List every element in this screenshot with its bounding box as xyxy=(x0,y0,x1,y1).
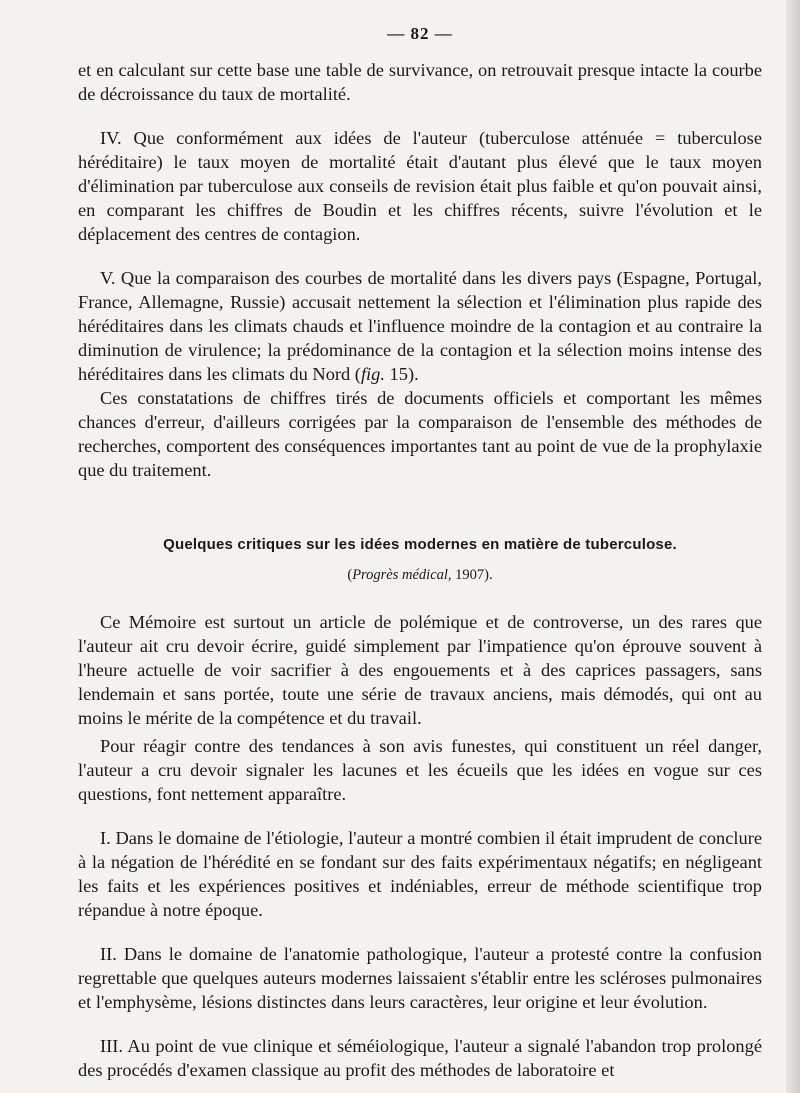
paragraph-ii: II. Dans le domaine de l'anatomie pathologique, l'auteur a protesté contre la confusion regrettable que quelques auteurs modernes laissaient s'établir entre les scléroses pulmonaires et l'emphysème, lésions distinctes dans leurs caractères, leur origine et leur évolution. xyxy=(78,944,762,1012)
paragraph-iii: III. Au point de vue clinique et séméiologique, l'auteur a signalé l'abandon trop prolongé des procédés d'examen classique au profit des méthodes de laboratoire et xyxy=(78,1036,762,1080)
paragraph-constatations: Ces constatations de chiffres tirés de documents officiels et comportant les mêmes chances d'erreur, d'ailleurs corrigées par la comparaison de l'ensemble des méthodes de recherches, comportent des conséquences importantes tant au point de vue de la prophylaxie que du traitement. xyxy=(78,388,762,480)
citation xyxy=(78,567,762,584)
paragraph-v xyxy=(78,266,762,386)
citation-year: , 1907). xyxy=(447,567,493,583)
paragraph-v-text: V. Que la comparaison des courbes de mortalité dans les divers pays (Espagne, Portugal, France, Allemagne, Russie) accusait nettement la sélection et l'élimination plus rapide des héréditaires dans les climats chauds et l'influence moindre de la contagion et au contraire la diminution de virulence; la prédominance de la contagion et la sélection moins intense des héréditaires dans les climats du Nord ( xyxy=(78,268,762,384)
page-number: — 82 — xyxy=(387,24,453,43)
paragraph-reagir: Pour réagir contre des tendances à son avis funestes, qui constituent un réel danger, l'auteur a cru devoir signaler les lacunes et les écueils que les idées en vogue sur ces questions, font nettement apparaître. xyxy=(78,736,762,804)
paragraph-memoire: Ce Mémoire est surtout un article de polémique et de controverse, un des rares que l'auteur ait cru devoir écrire, guidé simplement par l'impatience qu'on éprouve souvent à l'heure actuelle de voir sacrifier à des engouements et à des caprices passagers, sans lendemain et sans portée, toute une série de travaux anciens, mais démodés, qui ont au moins le mérite de la compétence et du travail. xyxy=(78,612,762,728)
paragraph-iv: IV. Que conformément aux idées de l'auteur (tuberculose atténuée = tuberculose héréditaire) le taux moyen de mortalité était d'autant plus élevé que le taux moyen d'élimination par tuberculose aux conseils de revision était plus faible et qu'on pouvait ainsi, en comparant les chiffres de Boudin et les chiffres récents, suivre l'évolution et le déplacement des centres de contagion. xyxy=(78,128,762,244)
paragraph-i: I. Dans le domaine de l'étiologie, l'auteur a montré combien il était imprudent de conclure à la négation de l'hérédité en se fondant sur des faits expérimentaux négatifs; en négligeant les faits et les expériences positives et indéniables, erreur de méthode scientifique trop répandue à notre époque. xyxy=(78,828,762,920)
citation-open: ( xyxy=(347,567,353,583)
figure-reference: fig. xyxy=(360,364,385,384)
section-title: Quelques critiques sur les idées modernes en matière de tuberculose. xyxy=(163,536,677,553)
page-edge-shadow xyxy=(786,0,800,1093)
citation-source: Progrès médical xyxy=(352,567,448,583)
paragraph-continuation: et en calculant sur cette base une table de survivance, on retrouvait presque intacte la courbe de décroissance du taux de mortalité. xyxy=(78,60,762,104)
paragraph-v-end: 15). xyxy=(384,364,419,384)
